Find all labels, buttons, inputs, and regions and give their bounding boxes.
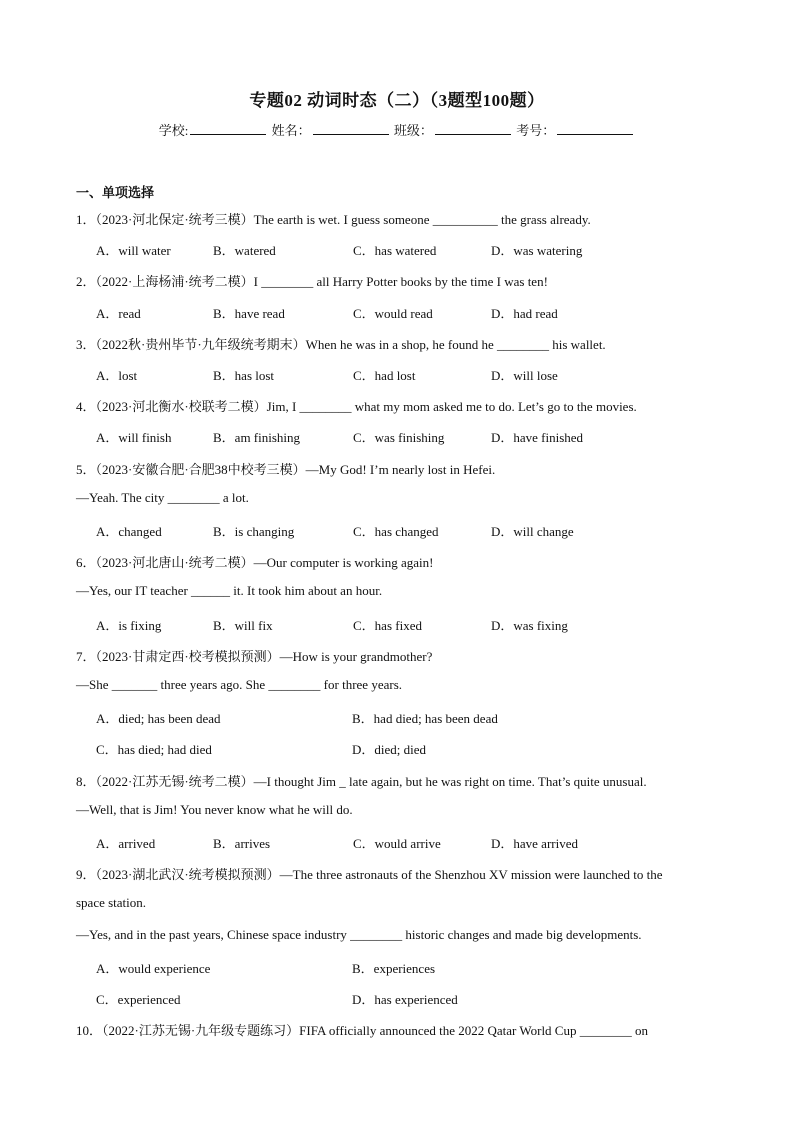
q4-option-d[interactable]: D．have finished	[491, 430, 584, 445]
question-2-line-1: 2．（2022·上海杨浦·统考二模）I ________ all Harry Potter books by the time I was ten!	[76, 274, 548, 289]
name-blank[interactable]	[313, 122, 389, 135]
q9-option-d[interactable]: D．has experienced	[352, 992, 458, 1007]
question-10-line-1: 10．（2022·江苏无锡·九年级专题练习）FIFA officially announced the 2022 Qatar World Cup ________ on	[76, 1023, 648, 1038]
q2-option-a[interactable]: A．read	[96, 306, 141, 321]
q6-option-b[interactable]: B．will fix	[213, 618, 273, 633]
question-9-line-2: space station.	[76, 895, 147, 910]
q8-option-d[interactable]: D．have arrived	[491, 836, 578, 851]
q8-option-a[interactable]: A．arrived	[96, 836, 156, 851]
q7-option-a[interactable]: A．died; has been dead	[96, 711, 221, 726]
name-label: 姓名：	[271, 123, 311, 138]
q6-option-d[interactable]: D．was fixing	[491, 618, 568, 633]
exam-no-label: 考号：	[516, 123, 556, 138]
q3-option-d[interactable]: D．will lose	[491, 368, 558, 383]
section-title: 一、单项选择	[76, 185, 155, 200]
q5-option-d[interactable]: D．will change	[491, 524, 574, 539]
q7-option-b[interactable]: B．had died; has been dead	[352, 711, 498, 726]
q1-option-a[interactable]: A．will water	[96, 243, 171, 258]
q9-option-c[interactable]: C．experienced	[96, 992, 181, 1007]
question-6-line-1: 6．（2023·河北唐山·统考二模）—Our computer is working again!	[76, 555, 434, 570]
q2-option-d[interactable]: D．had read	[491, 306, 558, 321]
question-4-line-1: 4．（2023·河北衡水·校联考二模）Jim, I ________ what my mom asked me to do. Let’s go to the movies.	[76, 399, 637, 414]
question-9-line-3: —Yes, and in the past years, Chinese space industry ________ historic changes and made big developments.	[76, 927, 642, 942]
q1-option-c[interactable]: C．has watered	[353, 243, 437, 258]
q7-option-d[interactable]: D．died; died	[352, 742, 427, 757]
class-blank[interactable]	[435, 122, 511, 135]
student-info-line	[0, 120, 794, 139]
question-9-line-1: 9．（2023·湖北武汉·统考模拟预测）—The three astronauts of the Shenzhou XV mission were launched to the	[76, 867, 663, 882]
question-8-line-1: 8．（2022·江苏无锡·统考二模）—I thought Jim _ late again, but he was right on time. That’s quite unusual.	[76, 774, 647, 789]
q6-option-a[interactable]: A．is fixing	[96, 618, 162, 633]
question-1-line-1: 1．（2023·河北保定·统考三模）The earth is wet. I guess someone __________ the grass already.	[76, 212, 591, 227]
exam-no-blank[interactable]	[557, 122, 633, 135]
q4-option-c[interactable]: C．was finishing	[353, 430, 445, 445]
q5-option-a[interactable]: A．changed	[96, 524, 162, 539]
question-7-line-1: 7．（2023·甘肃定西·校考模拟预测）—How is your grandmother?	[76, 649, 433, 664]
question-6-line-2: —Yes, our IT teacher ______ it. It took him about an hour.	[76, 583, 383, 598]
question-7-line-2: —She _______ three years ago. She ________ for three years.	[76, 677, 402, 692]
q1-option-d[interactable]: D．was watering	[491, 243, 583, 258]
q7-option-c[interactable]: C．has died; had died	[96, 742, 212, 757]
q2-option-c[interactable]: C．would read	[353, 306, 433, 321]
q2-option-b[interactable]: B．have read	[213, 306, 285, 321]
q3-option-c[interactable]: C．had lost	[353, 368, 416, 383]
q4-option-a[interactable]: A．will finish	[96, 430, 172, 445]
question-5-line-1: 5．（2023·安徽合肥·合肥38中校考三模）—My God! I’m nearly lost in Hefei.	[76, 462, 496, 477]
school-blank[interactable]	[190, 122, 266, 135]
question-3-line-1: 3．（2022秋·贵州毕节·九年级统考期末）When he was in a shop, he found he ________ his wallet.	[76, 337, 606, 352]
q8-option-b[interactable]: B．arrives	[213, 836, 271, 851]
page-title: 专题02 动词时态（二）（3题型100题）	[249, 91, 545, 110]
question-5-line-2: —Yeah. The city ________ a lot.	[76, 490, 249, 505]
q3-option-a[interactable]: A．lost	[96, 368, 138, 383]
q3-option-b[interactable]: B．has lost	[213, 368, 275, 383]
question-8-line-2: —Well, that is Jim! You never know what he will do.	[76, 802, 353, 817]
q5-option-c[interactable]: C．has changed	[353, 524, 439, 539]
class-label: 班级：	[393, 123, 433, 138]
q5-option-b[interactable]: B．is changing	[213, 524, 295, 539]
q6-option-c[interactable]: C．has fixed	[353, 618, 422, 633]
school-label: 学校:	[158, 123, 189, 138]
q1-option-b[interactable]: B．watered	[213, 243, 276, 258]
q9-option-a[interactable]: A．would experience	[96, 961, 211, 976]
q8-option-c[interactable]: C．would arrive	[353, 836, 441, 851]
q9-option-b[interactable]: B．experiences	[352, 961, 436, 976]
q4-option-b[interactable]: B．am finishing	[213, 430, 301, 445]
